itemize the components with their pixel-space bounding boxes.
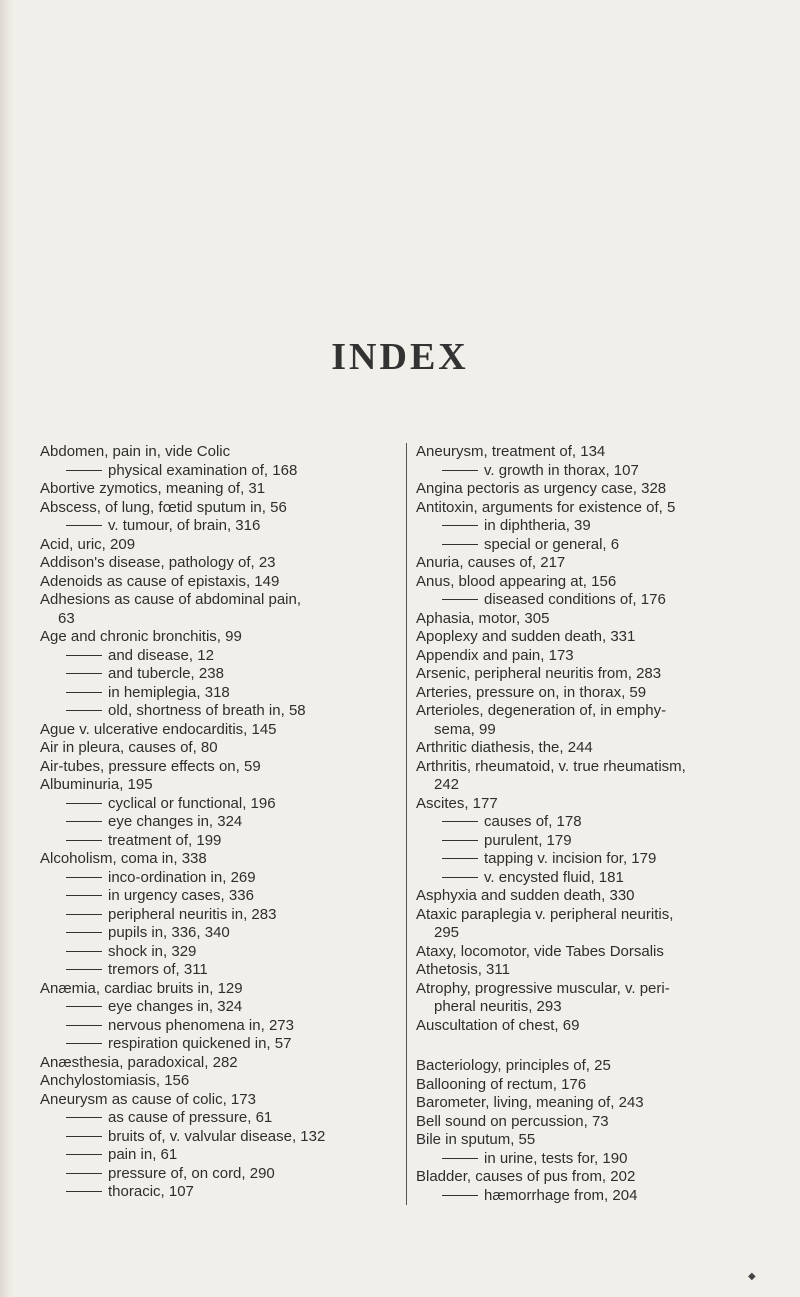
index-entry-text: Arsenic, peripheral neuritis from, 283	[416, 665, 662, 682]
index-entry-text: Arthritic diathesis, the, 244	[416, 739, 593, 756]
index-entry-text: Adenoids as cause of epistaxis, 149	[40, 572, 280, 590]
index-entry-text: in hemiplegia, 318	[108, 683, 230, 701]
index-entry-text: v. tumour, of brain, 316	[108, 517, 261, 534]
index-subentry	[416, 850, 768, 869]
index-entry	[416, 480, 768, 499]
index-entry-text: old, shortness of breath in, 58	[108, 702, 306, 719]
index-entry-text: 295	[434, 924, 460, 941]
index-subentry	[416, 832, 768, 851]
page-gutter-shadow	[0, 0, 14, 1297]
index-subentry	[416, 591, 768, 610]
index-entry-text: Acid, uric, 209	[40, 535, 136, 553]
index-entry-text: Atrophy, progressive muscular, v. peri-	[416, 979, 670, 997]
index-entry	[416, 665, 768, 684]
index-entry	[40, 721, 390, 740]
index-subentry	[40, 702, 390, 721]
index-entry-text: Albuminuria, 195	[40, 776, 153, 793]
index-entry-text: Air in pleura, causes of, 80	[40, 739, 218, 756]
index-entry-text: Anæsthesia, paradoxical, 282	[40, 1053, 238, 1071]
index-entry-text: respiration quickened in, 57	[108, 1035, 292, 1052]
index-entry	[416, 1076, 768, 1095]
index-entry-text: physical examination of, 168	[108, 461, 298, 479]
index-subentry	[40, 517, 390, 536]
index-entry	[40, 758, 390, 777]
index-entry-continuation	[416, 998, 768, 1017]
index-entry	[416, 1057, 768, 1076]
index-entry	[416, 887, 768, 906]
index-entry-text: Age and chronic bronchitis, 99	[40, 628, 242, 645]
index-entry-text: Air-tubes, pressure effects on, 59	[40, 757, 261, 775]
index-column-right	[406, 443, 768, 1205]
index-entry-text: pupils in, 336, 340	[108, 924, 230, 941]
index-entry-text: hæmorrhage from, 204	[484, 1186, 638, 1204]
index-subentry	[40, 924, 390, 943]
index-entry-text: in urine, tests for, 190	[484, 1149, 628, 1167]
index-entry	[416, 702, 768, 721]
index-subentry	[416, 462, 768, 481]
index-entry	[40, 573, 390, 592]
index-entry-text: purulent, 179	[484, 831, 572, 849]
index-entry-text: Apoplexy and sudden death, 331	[416, 628, 636, 645]
index-entry-text: Anchylostomiasis, 156	[40, 1072, 190, 1089]
index-entry	[416, 554, 768, 573]
section-gap	[416, 1035, 768, 1057]
index-subentry	[416, 813, 768, 832]
index-entry	[40, 554, 390, 573]
index-entry-text: Bladder, causes of pus from, 202	[416, 1168, 636, 1185]
index-subentry	[40, 1165, 390, 1184]
index-entry-text: Abdomen, pain in, vide Colic	[40, 443, 231, 460]
index-entry	[416, 1017, 768, 1036]
index-entry-text: Aneurysm, treatment of, 134	[416, 443, 606, 460]
index-subentry	[40, 943, 390, 962]
index-entry	[416, 499, 768, 518]
index-entry-text: Aneurysm as cause of colic, 173	[40, 1090, 256, 1108]
index-subentry	[40, 1109, 390, 1128]
index-entry-text: in diphtheria, 39	[484, 517, 591, 534]
index-entry-text: Ascites, 177	[416, 794, 498, 812]
index-entry	[40, 739, 390, 758]
index-entry-text: in urgency cases, 336	[108, 887, 254, 904]
index-entry-text: pheral neuritis, 293	[434, 998, 562, 1015]
index-entry-text: Ataxy, locomotor, vide Tabes Dorsalis	[416, 942, 664, 960]
index-subentry	[40, 1128, 390, 1147]
index-subentry	[416, 536, 768, 555]
index-entry-text: thoracic, 107	[108, 1183, 194, 1200]
index-entry	[40, 499, 390, 518]
index-entry-continuation	[416, 924, 768, 943]
index-entry-text: shock in, 329	[108, 942, 197, 960]
index-entry-text: Bell sound on percussion, 73	[416, 1112, 609, 1130]
index-subentry	[416, 1150, 768, 1169]
index-subentry	[40, 1183, 390, 1202]
index-entry-text: Antitoxin, arguments for existence of, 5	[416, 498, 676, 516]
index-entry	[40, 628, 390, 647]
index-entry-text: eye changes in, 324	[108, 813, 243, 830]
index-subentry	[40, 462, 390, 481]
index-entry-text: Barometer, living, meaning of, 243	[416, 1094, 644, 1111]
index-entry-text: Angina pectoris as urgency case, 328	[416, 480, 667, 497]
index-column-left	[40, 443, 390, 1202]
index-entry-text: pressure of, on cord, 290	[108, 1164, 275, 1182]
index-entry-text: Arthritis, rheumatoid, v. true rheumatism,	[416, 757, 686, 775]
index-subentry	[40, 998, 390, 1017]
index-subentry	[40, 684, 390, 703]
index-subentry	[40, 813, 390, 832]
index-entry-text: Arterioles, degeneration of, in emphy-	[416, 702, 667, 719]
index-subentry	[40, 961, 390, 980]
index-subentry	[416, 517, 768, 536]
index-entry-text: Ataxic paraplegia v. peripheral neuritis,	[416, 905, 674, 923]
index-entry	[416, 573, 768, 592]
index-entry-text: special or general, 6	[484, 535, 620, 553]
index-entry	[40, 1054, 390, 1073]
index-subentry	[40, 1035, 390, 1054]
index-entry-text: Asphyxia and sudden death, 330	[416, 887, 635, 904]
index-subentry	[40, 795, 390, 814]
page-title: INDEX	[331, 336, 469, 379]
index-entry	[40, 850, 390, 869]
index-entry	[416, 1168, 768, 1187]
index-entry-text: diseased conditions of, 176	[484, 591, 666, 608]
index-subentry	[40, 906, 390, 925]
index-entry-text: Addison's disease, pathology of, 23	[40, 554, 276, 571]
index-entry-continuation	[416, 776, 768, 795]
index-entry-continuation	[40, 610, 390, 629]
index-entry-text: sema, 99	[434, 720, 496, 738]
index-entry-text: Athetosis, 311	[416, 961, 510, 978]
index-entry-text: Anæmia, cardiac bruits in, 129	[40, 979, 243, 997]
index-subentry	[40, 1017, 390, 1036]
index-entry	[416, 758, 768, 777]
index-entry-text: v. growth in thorax, 107	[484, 461, 639, 479]
index-entry	[416, 647, 768, 666]
index-entry	[416, 795, 768, 814]
index-entry	[416, 739, 768, 758]
index-entry-text: Ague v. ulcerative endocarditis, 145	[40, 720, 277, 738]
index-entry-text: Anus, blood appearing at, 156	[416, 572, 617, 590]
index-entry	[40, 776, 390, 795]
page-mark: ◆	[748, 1271, 756, 1282]
index-entry-text: tremors of, 311	[108, 961, 208, 978]
index-entry-text: Auscultation of chest, 69	[416, 1016, 580, 1034]
index-entry-text: v. encysted fluid, 181	[484, 868, 624, 886]
index-entry-text: 63	[58, 609, 75, 627]
index-entry-text: Alcoholism, coma in, 338	[40, 850, 207, 867]
index-entry	[416, 943, 768, 962]
index-entry	[416, 1094, 768, 1113]
index-entry	[40, 1091, 390, 1110]
index-entry	[40, 980, 390, 999]
index-entry-text: Aphasia, motor, 305	[416, 609, 550, 627]
index-entry-text: pain in, 61	[108, 1146, 178, 1163]
index-entry	[416, 906, 768, 925]
index-entry	[40, 536, 390, 555]
index-entry	[416, 684, 768, 703]
index-entry-text: 242	[434, 776, 460, 793]
index-entry	[40, 443, 390, 462]
index-entry-text: eye changes in, 324	[108, 998, 243, 1015]
index-entry	[416, 628, 768, 647]
index-subentry	[40, 665, 390, 684]
index-entry	[416, 1131, 768, 1150]
index-entry-text: Arteries, pressure on, in thorax, 59	[416, 683, 647, 701]
index-subentry	[416, 1187, 768, 1206]
index-entry	[416, 610, 768, 629]
index-entry-text: bruits of, v. valvular disease, 132	[108, 1127, 326, 1145]
index-entry-text: treatment of, 199	[108, 831, 222, 849]
index-subentry	[40, 887, 390, 906]
index-subentry	[40, 869, 390, 888]
index-entry-text: inco-ordination in, 269	[108, 868, 256, 886]
index-entry-text: Anuria, causes of, 217	[416, 554, 566, 571]
index-entry	[416, 961, 768, 980]
index-subentry	[416, 869, 768, 888]
index-entry-text: as cause of pressure, 61	[108, 1109, 273, 1126]
index-entry-continuation	[416, 721, 768, 740]
index-entry-text: peripheral neuritis in, 283	[108, 905, 277, 923]
index-entry	[416, 980, 768, 999]
index-subentry	[40, 647, 390, 666]
index-entry-text: Bile in sputum, 55	[416, 1131, 536, 1148]
index-entry-text: nervous phenomena in, 273	[108, 1016, 294, 1034]
index-entry-text: and tubercle, 238	[108, 665, 224, 682]
index-entry-text: Ballooning of rectum, 176	[416, 1075, 587, 1093]
index-entry	[416, 443, 768, 462]
index-entry-text: Appendix and pain, 173	[416, 646, 574, 664]
index-subentry	[40, 832, 390, 851]
index-entry-text: Bacteriology, principles of, 25	[416, 1057, 611, 1074]
index-entry	[40, 480, 390, 499]
index-entry-text: Adhesions as cause of abdominal pain,	[40, 591, 302, 608]
index-entry-text: and disease, 12	[108, 646, 214, 664]
index-entry	[40, 591, 390, 610]
index-entry-text: cyclical or functional, 196	[108, 794, 276, 812]
index-entry-text: Abscess, of lung, fœtid sputum in, 56	[40, 498, 287, 516]
index-entry	[40, 1072, 390, 1091]
index-entry-text: causes of, 178	[484, 813, 582, 830]
index-subentry	[40, 1146, 390, 1165]
index-entry-text: tapping v. incision for, 179	[484, 850, 657, 867]
index-entry	[416, 1113, 768, 1132]
index-entry-text: Abortive zymotics, meaning of, 31	[40, 480, 266, 497]
